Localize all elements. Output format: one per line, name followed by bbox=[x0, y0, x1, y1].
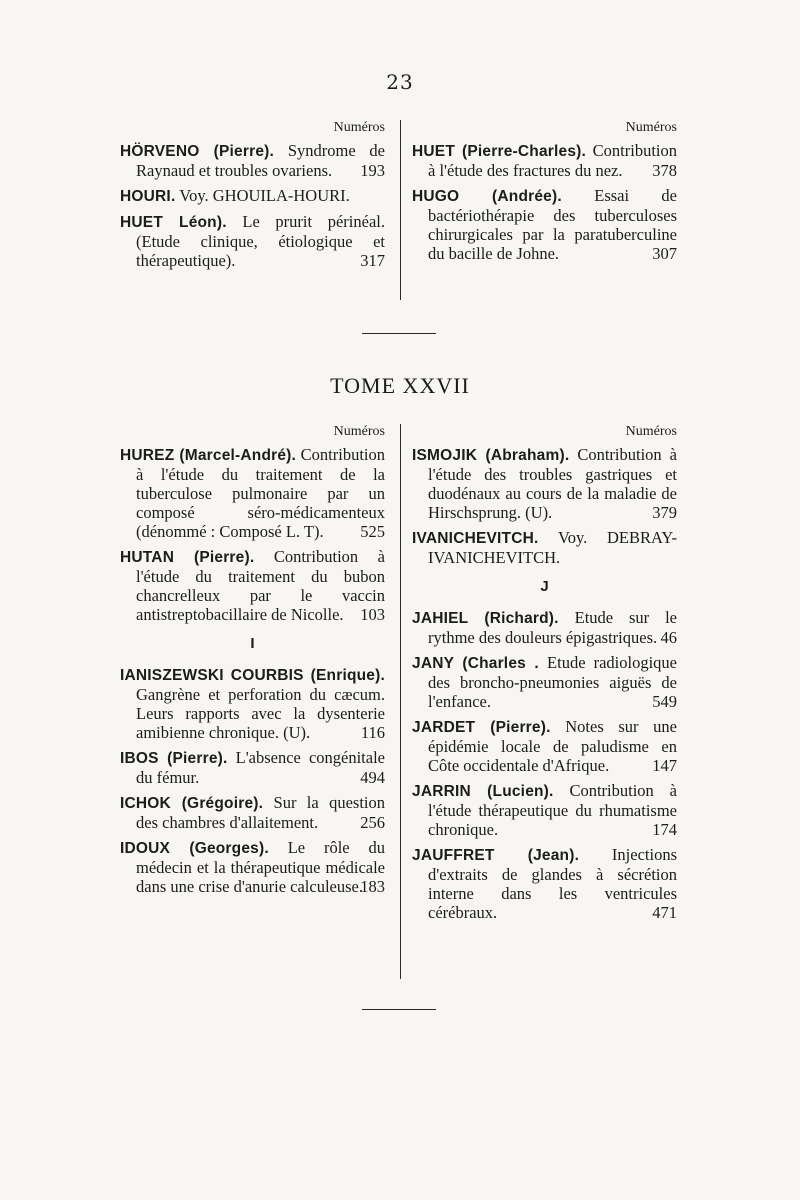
entry-list bbox=[412, 141, 677, 263]
thesis-title: Contribution à l'étude thérapeutique du rhumatisme chronique. bbox=[428, 781, 677, 839]
thesis-title: Le rôle du médecin et la thérapeutique médicale dans une crise d'anurie calculeuse. bbox=[136, 838, 385, 896]
thesis-title: Contribution à l'étude des fractures du nez. bbox=[428, 141, 677, 180]
entry-number: 116 bbox=[360, 723, 385, 742]
entry-list bbox=[120, 141, 385, 270]
author-name: HÖRVENO (Pierre). bbox=[120, 143, 275, 160]
thesis-title: Notes sur une épidémie locale de paludisme en Côte occidentale d'Afrique. bbox=[428, 717, 678, 775]
index-entry bbox=[120, 445, 385, 541]
author-name: JARDET (Pierre). bbox=[412, 719, 551, 736]
author-name: HUET (Pierre-Charles). bbox=[412, 143, 587, 160]
thesis-title: Etude radiologique des broncho-pneumonies aiguës de l'enfance. bbox=[428, 653, 677, 711]
thesis-title: Etude sur le rythme des douleurs épigastriques. bbox=[428, 608, 678, 647]
author-name: IANISZEWSKI COURBIS (Enrique). bbox=[120, 667, 385, 684]
entry-body bbox=[120, 838, 385, 896]
entry-body bbox=[120, 445, 385, 541]
section-letter-j: J bbox=[540, 578, 549, 595]
column-header: Numéros bbox=[333, 120, 385, 135]
entry-body bbox=[412, 186, 677, 263]
entry-number: 147 bbox=[652, 756, 677, 775]
thesis-title: Voy. GHOUILA-HOURI. bbox=[179, 186, 350, 205]
entry-body bbox=[412, 608, 677, 647]
column-divider bbox=[400, 424, 401, 979]
entry-number: 103 bbox=[360, 605, 385, 624]
entry-body bbox=[120, 186, 385, 206]
author-name: HOURI. bbox=[120, 188, 176, 205]
section-rule bbox=[362, 333, 436, 334]
entry-number: 193 bbox=[360, 161, 385, 180]
author-name: JANY (Charles . bbox=[412, 655, 539, 672]
entry-list bbox=[412, 445, 677, 567]
entry-body bbox=[120, 141, 385, 180]
thesis-title: Injections d'extraits de glandes à sécrétion interne dans les ventricules cérébraux. bbox=[428, 845, 677, 922]
index-entry bbox=[412, 445, 677, 522]
index-entry bbox=[120, 141, 385, 180]
entry-body bbox=[412, 445, 677, 522]
entry-body bbox=[120, 748, 385, 787]
entry-body bbox=[120, 793, 385, 832]
bottom-right-column bbox=[412, 422, 677, 928]
entry-number: 46 bbox=[660, 628, 677, 647]
index-entry bbox=[412, 717, 677, 775]
index-entry bbox=[120, 186, 385, 206]
thesis-title: Essai de bactériothérapie des tuberculoses chirurgicales par la paratuberculine du bacille de Johne. bbox=[428, 186, 677, 263]
entry-body bbox=[412, 653, 677, 711]
bottom-left-column bbox=[120, 422, 385, 902]
author-name: JAUFFRET (Jean). bbox=[412, 847, 580, 864]
author-name: IDOUX (Georges). bbox=[120, 840, 269, 857]
author-name: HUTAN (Pierre). bbox=[120, 549, 255, 566]
thesis-title: Le prurit périnéal. (Etude clinique, étiologique et thérapeutique). bbox=[136, 212, 385, 270]
thesis-title: Gangrène et perforation du cæcum. Leurs rapports avec la dysenterie amibienne chronique. (U). bbox=[136, 685, 385, 742]
thesis-title: Sur la question des chambres d'allaitement. bbox=[136, 793, 385, 832]
entry-body bbox=[412, 717, 677, 775]
column-divider bbox=[400, 120, 401, 300]
entry-number: 317 bbox=[360, 251, 385, 270]
entry-body bbox=[412, 528, 677, 567]
entry-number: 549 bbox=[652, 692, 677, 711]
entry-body bbox=[412, 781, 677, 839]
entry-number: 378 bbox=[652, 161, 677, 180]
author-name: HUREZ (Marcel-André). bbox=[120, 447, 297, 464]
author-name: JAHIEL (Richard). bbox=[412, 610, 559, 627]
entry-number: 471 bbox=[652, 903, 677, 922]
section-letter-i: I bbox=[250, 635, 255, 652]
entry-body bbox=[120, 665, 385, 742]
index-entry bbox=[412, 781, 677, 839]
entry-body bbox=[120, 547, 385, 624]
entry-list bbox=[120, 445, 385, 624]
author-name: IBOS (Pierre). bbox=[120, 750, 228, 767]
index-entry bbox=[412, 186, 677, 263]
thesis-title: Contribution à l'étude du traitement de la tuberculose pulmonaire par un composé séro-médicamenteux (dénommé : Composé L. T). bbox=[136, 445, 386, 541]
thesis-title: Syndrome de Raynaud et troubles ovariens. bbox=[136, 141, 385, 180]
entry-number: 494 bbox=[360, 768, 385, 787]
author-name: JARRIN (Lucien). bbox=[412, 783, 554, 800]
author-name: ISMOJIK (Abraham). bbox=[412, 447, 570, 464]
index-entry bbox=[412, 528, 677, 567]
page-number: 23 bbox=[386, 70, 414, 94]
column-header: Numéros bbox=[625, 120, 677, 135]
top-right-column bbox=[412, 118, 677, 269]
entry-number: 307 bbox=[652, 244, 677, 263]
index-entry bbox=[412, 141, 677, 180]
entry-number: 174 bbox=[652, 820, 677, 839]
author-name: IVANICHEVITCH. bbox=[412, 530, 539, 547]
entry-number: 379 bbox=[652, 503, 677, 522]
entry-list bbox=[120, 665, 385, 896]
index-entry bbox=[120, 212, 385, 270]
entry-number: 525 bbox=[360, 522, 385, 541]
tome-title: TOME XXVII bbox=[330, 373, 470, 398]
index-entry bbox=[412, 653, 677, 711]
index-entry bbox=[120, 547, 385, 624]
entry-number: 256 bbox=[360, 813, 385, 832]
thesis-title: Contribution à l'étude des troubles gastriques et duodénaux au cours de la maladie de Hirschsprung. (U). bbox=[428, 445, 677, 522]
index-entry bbox=[412, 845, 677, 922]
entry-body bbox=[120, 212, 385, 270]
entry-body bbox=[412, 141, 677, 180]
author-name: HUGO (Andrée). bbox=[412, 188, 562, 205]
column-header: Numéros bbox=[333, 424, 385, 439]
author-name: HUET Léon). bbox=[120, 214, 227, 231]
page-end-rule bbox=[362, 1009, 436, 1010]
entry-body bbox=[412, 845, 677, 922]
entry-number: 183 bbox=[360, 877, 385, 896]
thesis-title: L'absence congénitale du fémur. bbox=[136, 748, 385, 787]
index-entry bbox=[412, 608, 677, 647]
index-entry bbox=[120, 793, 385, 832]
index-entry bbox=[120, 665, 385, 742]
column-header: Numéros bbox=[625, 424, 677, 439]
thesis-title: Voy. DEBRAY-IVANICHEVITCH. bbox=[428, 528, 677, 567]
author-name: ICHOK (Grégoire). bbox=[120, 795, 264, 812]
thesis-title: Contribution à l'étude du traitement du bubon chancrelleux par le vaccin antistreptobacillaire de Nicolle. bbox=[136, 547, 385, 624]
index-entry bbox=[120, 838, 385, 896]
top-left-column bbox=[120, 118, 385, 276]
entry-list bbox=[412, 608, 677, 922]
index-entry bbox=[120, 748, 385, 787]
